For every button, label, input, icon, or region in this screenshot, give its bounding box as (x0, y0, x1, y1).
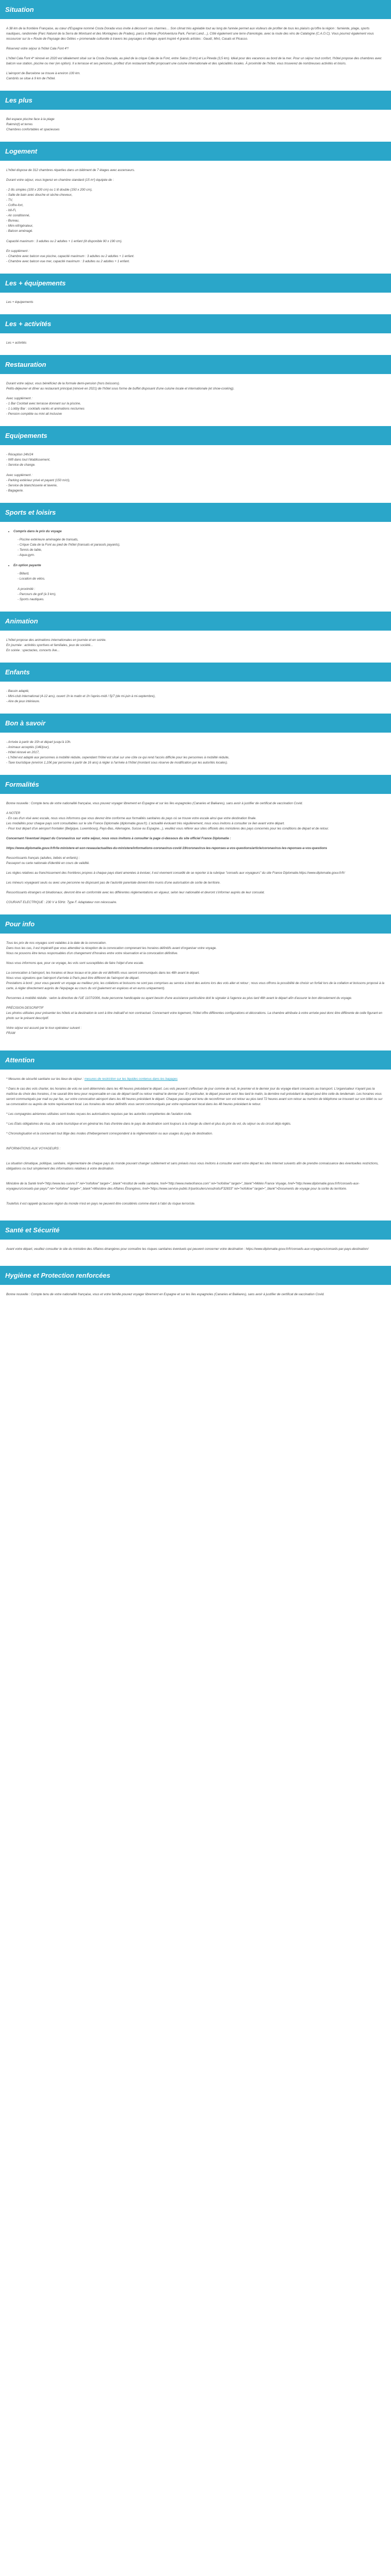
paragraph: Bonne nouvelle : Compte tenu de votre nationalité française, vous et votre famille pouvez voyager librement en Espagne et sur les îles espagnoles (Canaries et Baléares), sans avoir à justifier de certificat de vaccination Covid. (6, 1293, 325, 1296)
paragraph: Les photos utilisées pour présenter les hôtels et la destination le sont à titre indicatif et non contractuel. Concernant votre logement, l'hôtel offre différentes configurations et décorations. La chambre attribuée à votre arrivée peut donc être différente de celle figurant en photo sur le présent descriptif. (6, 1011, 382, 1020)
list-item: - Bassin adapté, (6, 689, 29, 693)
section-enfants (0, 682, 391, 714)
list-item: - Piscine extérieure aménagée de transats, (18, 538, 78, 541)
paragraph: * Les compagnies aériennes utilisées sont toutes reçues les autorisations requises par les autorités compétentes de l'aviation civile. (6, 1112, 192, 1116)
list-item: - Aqua-gym. (18, 553, 35, 557)
list-item: - Salle de bain avec douche et sèche-cheveux, (6, 193, 73, 197)
section-title-activites-plus: Les + activités (0, 314, 391, 333)
list-item: Bel espace piscine face à la plage (6, 117, 55, 121)
paragraph: Passeport ou carte nationale d'identité en cours de validité. (6, 861, 90, 865)
paragraph: Ressortissants étrangers et binationaux, devront être en conformité avec les différentes réglementations en vigueur, selon leur nationalité et devront s'informer auprès de leur consulat. (6, 891, 265, 894)
paragraph: Durant votre séjour, vous logerez en chambre standard (15 m²) équipée de : (6, 178, 114, 182)
section-title-animation: Animation (0, 612, 391, 631)
paragraph: Nous ne pouvons être tenus responsables d'un changement d'horaires entre votre réservation et la convocation définitive. (6, 952, 178, 955)
paragraph: A NOTER (6, 811, 21, 815)
paragraph: Les modalités pour chaque pays sont consultables sur le site France Diplomatie (diplomatie.gouv.fr). L'actualité évoluant très régulièrement, nous vous invitons à consulter ce lien avant votre départ. (6, 822, 285, 825)
list-item: - Réception 24h/24 (6, 453, 34, 456)
section-title-formalites: Formalités (0, 775, 391, 794)
list-item: - Service de change. (6, 463, 36, 467)
paragraph: Les mineurs voyageant seuls ou avec une personne ne disposant pas de l'autorité parentale doivent être munis d'une autorisation de sortie de territoire. (6, 881, 221, 885)
list-item: - Pension complète ou mini all inclusive (6, 412, 62, 416)
section-bon-a-savoir (0, 733, 391, 775)
paragraph: Capacité maximum : 3 adultes ou 2 adultes + 1 enfant (lit disponible 90 x 190 cm). (6, 240, 123, 243)
paragraph: INFORMATIONS AUX VOYAGEURS : (6, 1147, 61, 1150)
paragraph: PRÉCISION DESCRIPTIF (6, 1006, 44, 1010)
paragraph: Ressortissants français (adultes, bébés et enfants) : (6, 856, 80, 860)
list-item: - Location de vélos. (18, 577, 45, 581)
section-title-pour-info: Pour info (0, 914, 391, 934)
paragraph: - Pour tout départ d'un aéroport frontalier (Belgique, Luxembourg, Pays-Bas, Allemagne, Suisse ou Espagne...), veuillez vous référer aux sites officiels des ministères des pays concernés pour les conditions de départ et de retour. (6, 827, 329, 831)
paragraph: Votre séjour est assuré par le tour-opérateur suivant : (6, 1026, 82, 1030)
link[interactable]: https://www.diplomatie.gouv.fr/fr/le-ministere-et-son-reseau/actualites-du-ministere/informations-coronavirus-covid-19/coronavirus-les-reponses-a-vos-questions/article/coronavirus-les-reponses-a-vos-questions (6, 846, 328, 850)
list-item: - Wifi dans tout l'établissement, (6, 458, 51, 462)
list-item: - Mini-réfrigérateur, (6, 224, 34, 228)
paragraph: L'hôtel Cala Font 4* rénové en 2020 est idéalement situé sur la Costa Dourada, au pied de la crique Cala de la Font, entre Salou (3 km) et La Pineda (3,5 km). Idéal pour des vacances au bord de la mer. Pour un séjour tout confort, l'hôtel propose des chambres avec balcon vue station, piscine ou mer (en option). Il a terrasse et ses pensions, profitez d'un restaurant buffet proposant une cuisine internationale et des spécialités locales. À proximité de l'hôtel, vous trouverez de nombreuses activités et loisirs. (6, 57, 382, 65)
paragraph: Ministère de la Santé href="http://www.les-suivre.fr" rel="nofollow" target="_blank">Institut de veille sanitaire, href="http://www.meteofrance.com" rel="nofollow" target="_blank">Météo France Voyage, href="http://www.diplomatie.gouv.fr/fr/conseils-aux-voyageurs/conseils-par-pays/" rel="nofollow" target="_blank">Ministère des Affaires Étrangères, href="https://www.service-public.fr/particuliers/vosdroits/F32833" rel="nofollow" target="_blank">Documents de voyage pour la sortie du territoire. (6, 1182, 360, 1191)
section-title-enfants: Enfants (0, 663, 391, 682)
paragraph: Personnes à mobilité réduite : selon la directive de l'UE 1107/2006, toute personne handicapée ou ayant besoin d'une assistance particulière doit le signaler à l'agence au plus tard 48h avant le départ afin d'assurer le bon déroulement du voyage. (6, 996, 352, 1000)
paragraph: Les + équipements (6, 300, 34, 304)
liquids-restriction-link[interactable]: mesures de restriction sur les liquides contenus dans les bagages (84, 1077, 178, 1081)
section-title-hygiene: Hygiène et Protection renforcées (0, 1266, 391, 1285)
paragraph: La situation climatique, politique, sanitaire, réglementaire de chaque pays du monde pouvant changer subitement et sans préavis nous vous invitons à consulter avant votre départ les sites Internet suivants afin de prendre connaissance des éventuelles restrictions, obligations ou tout simplement des informations relatives à votre destination. (6, 1162, 379, 1171)
list-item: - Wi-Fi, (6, 209, 17, 212)
bullet-list (6, 529, 385, 534)
section-logement (0, 161, 391, 274)
section-title-bon-a-savoir: Bon à savoir (0, 714, 391, 733)
paragraph: Nous vous informons que, pour ce voyage, les vols sont susceptibles de faire l'objet d'une escale. (6, 961, 144, 965)
paragraph: Les règles relatives au franchissement des frontières propres à chaque pays étant amenées à évoluer, il est vivement conseillé de se reporter à la rubrique "conseils aux voyageurs" du site France Diplomatie.https://www.diplomatie.gouv.fr/fr/ (6, 871, 345, 875)
list-item: - Bureau, (6, 219, 20, 223)
section-plus (0, 110, 391, 142)
paragraph: L'aéroport de Barcelone se trouve à environ 100 km. (6, 72, 80, 75)
list-item: - Mini-club international (4-12 ans), ouvert 1h le matin et 1h l'après-midi / 5j/7 (de mi-juin à mi-septembre), (6, 694, 156, 698)
paragraph: L'hôtel propose des animations internationales en journée et en soirée. (6, 638, 107, 642)
section-attention (0, 1070, 391, 1221)
paragraph: * Les Etats obligatoires de visa, de carte touristique et en général les frais d'entrée dans le pays de destination sont toujours à la charge du client et plus du prix du vol, du séjour ou du circuit déjà réglés. (6, 1122, 291, 1126)
list-item: - Bagagerie. (6, 489, 24, 493)
paragraph: En journée : activités sportives et familiales, jeux de société... (6, 643, 93, 647)
list-item: - Crique Cala de la Font au pied de l'hôtel (transats et parasols payants), (18, 543, 120, 547)
list-item: - Billard, (18, 572, 29, 575)
paragraph: * Dans le cas des vols charter, les horaires de vols ne sont déterminés dans les 48 heures précédant le départ. Les vols peuvent s'effectuer de jour comme de nuit, le premier et le dernier jour du voyage étant consacrés au transport. L'organisateur n'ayant pas la maîtrise du choix des horaires, il ne saurait être tenu pour responsable en cas de départ tardif ou retour matinal le dernier jour. En particulier, le départ pouvant avoir lieu tard le matin, la dernière nuit précédant le départ peut être celle du lendemain. Les horaires vous seront communiqués par mail ou par fax, sur votre convocation aéroport dans les 48 heures précédant le départ. Chaque passager est tenu de reconfirmer son vol retour au plus tard 72 heures avant son retour au numéro de téléphone se trouvant sur son billet ou sur sa convocation ou auprès de notre représentant local. Les horaires de retour définitifs vous seront communiqués par votre représentant local dans les 48 heures précédant le retour. (6, 1087, 383, 1106)
list-item: - Parcours de golf (à 3 km), (18, 592, 56, 596)
paragraph: - En cas d'un visé avec escale, nous vous informons que vous devrez être conforme aux formalités sanitaires du pays où se trouve votre escale ainsi que votre destination finale. (6, 817, 257, 820)
paragraph: * Chronologisation et la concernant tout litige des modes d'hébergement correspondent à la réglementation ou aux usages du pays de destination. (6, 1132, 213, 1136)
list-item: - 2 lits simples (100 x 200 cm) ou 1 lit double (150 x 200 cm), (6, 188, 93, 192)
bullet-list (6, 563, 385, 568)
list-heading: • Compris dans le prix du voyage (13, 529, 385, 534)
list-item: - Arrivée à partir de 15h et départ jusqu'à 10h. (6, 740, 71, 744)
section-title-situation: Situation (0, 0, 391, 19)
paragraph: Réservez votre séjour à l'hôtel Cala Font 4*! (6, 47, 69, 50)
section-title-attention: Attention (0, 1050, 391, 1070)
section-title-equipements: Equipements (0, 426, 391, 445)
section-equipements-plus (0, 293, 391, 314)
paragraph-text: * Mesures de sécurité sanitaire sur les lieux de séjour : (6, 1077, 84, 1081)
paragraph: Les + activités (6, 341, 27, 345)
section-title-sante: Santé et Sécurité (0, 1221, 391, 1240)
list-item: - Animaux acceptés (14€/jour), (6, 745, 50, 749)
paragraph: L'hôtel dispose de 312 chambres réparties dans un bâtiment de 7 étages avec ascenseurs. (6, 168, 135, 172)
list-item: - Air conditionné, (6, 214, 30, 217)
section-situation (0, 19, 391, 91)
paragraph: Prestations à bord : pour vous garantir un voyage au meilleur prix, les collations et boissons ne sont pas comprises au service à bord des avions lors des vols aller et retour ; nous vous offrons la possibilité de choisir un forfait lors de la collation et boissons proposé à la carte, à régler directement auprès de l'équipage au cours du vol (paiement en espèces et en euros uniquement). (6, 981, 384, 990)
list-item: - Parking extérieur privé et payant (150 m/cl), (6, 479, 70, 482)
list-item: - Chambre avec balcon vue piscine, capacité maximum : 3 adultes ou 2 adultes + 1 enfant. (6, 255, 135, 258)
list-item: - Sports nautiques. (18, 598, 44, 601)
section-pour-info (0, 934, 391, 1050)
paragraph: Petits-déjeuner et dîner au restaurant principal (rénové en 2021) de l'hôtel sous forme de buffet disposant d'une cuisine locale et internationale (et show-cooking). (6, 387, 235, 391)
list-item: - 1 Bar Cocktail avec terrasse donnant sur la piscine, (6, 402, 81, 405)
paragraph: Avant votre départ, veuillez consulter le site du ministère des Affaires étrangères pour connaître les risques sanitaires éventuels qui peuvent concerner votre destination : https://www.diplomatie.gouv.fr/fr/conseils-aux-voyageurs/conseils-par-pays-destination/ (6, 1247, 369, 1251)
list-heading: A proximité : (18, 587, 36, 591)
section-sante (0, 1240, 391, 1266)
list-item: - Chambre avec balcon vue mer, capacité maximum : 3 adultes ou 2 adultes + 1 enfant. (6, 260, 130, 263)
paragraph: Avec supplément : (6, 397, 32, 400)
paragraph: Concernant l'éventuel impact du Coronavirus sur votre séjour, nous vous invitons à consulter la page ci-dessous du site officiel France Diplomatie : (6, 837, 231, 840)
paragraph: Avec supplément : (6, 473, 32, 477)
list-item: Rakmin(t) et terres (6, 123, 33, 126)
list-item: - Balcon aménagé. (6, 229, 33, 233)
section-hygiene (0, 1285, 391, 1311)
list-heading: • En option payante (13, 563, 385, 568)
list-item: - L'hôtel est adapté aux personnes à mobilité réduite, cependant l'hôtel est situé sur une côte ce qui rend l'accès difficile pour les personnes à mobilité réduite, (6, 756, 230, 759)
section-title-sports: Sports et loisirs (0, 503, 391, 522)
list-item: - Taxe touristique (environ 1,10€ par personne à partir de 16 ans) à régler à l'arrivée à l'hôtel (montant sous réserve de modification par les autorités locales). (6, 761, 228, 765)
section-activites-plus (0, 333, 391, 355)
list-item: - Aire de jeux intérieure. (6, 700, 40, 703)
paragraph: Tous les prix de nos voyages sont valables à la date de la convocation. (6, 941, 107, 945)
list-item: - TV, (6, 198, 13, 202)
paragraph: La convocation à l'aéroport, les horaires et lieux locaux et le plan de vol définitifs vous seront communiqués dans les 48h avant le départ. (6, 971, 200, 975)
paragraph: FRAM (6, 1031, 15, 1035)
paragraph: Durant votre séjour, vous bénéficiez de la formule demi-pension (hors boissons). (6, 382, 120, 385)
section-equipements (0, 445, 391, 503)
section-formalites (0, 794, 391, 914)
section-title-plus: Les plus (0, 91, 391, 110)
section-title-restauration: Restauration (0, 355, 391, 374)
paragraph: Cambrils se situe à 9 km de l'hôtel. (6, 77, 56, 80)
paragraph: En soirée : spectacles, concerts live... (6, 649, 60, 652)
paragraph: Toutefois il est rappelé qu'aucune région du monde n'est en pays ne peuvent être considérés comme étant à l'abri du risque terroriste. (6, 1202, 196, 1206)
section-animation (0, 631, 391, 663)
list-item: - Service de blanchisserie et laverie, (6, 484, 58, 487)
section-sports (0, 522, 391, 612)
list-item: Chambres confortables et spacieuses (6, 128, 60, 131)
list-item: - 1 Lobby Bar : cocktails variés et animations nocturnes (6, 407, 85, 411)
paragraph (6, 1077, 385, 1082)
list-item: - Coffre-fort, (6, 204, 24, 207)
section-restauration (0, 374, 391, 426)
paragraph: En supplément : (6, 249, 29, 253)
paragraph: Nous vous signalons que l'aéroport d'arrivée à Paris peut être différent de l'aéroport de départ. (6, 976, 140, 980)
list-item: - Hôtel rénové en 2017, (6, 751, 40, 754)
paragraph: A 38 km de la frontière Française, au cœur d'Espagne nommé Costa Dorada vous invite à découvrir ses charmes… Son climat très agréable tout au long de l'année permet aux visiteurs de profiter de tous les plaisirs qu'offre la région : farniente, plage, sports nautiques, randonnée (Parc Naturel de la Serra de Montsant et des Montagnes de Prades), parcs à thème (PortAventura Park, Ferrari Land…), Côté également une terre d'œnologie, avec la route des vins de Catalogne (C.A.O.C). Vous pourrez également vous ressourcer sur la « Route de Paysage des Géties » promenade culturelle à travers les paysages et villages ayant inspiré 4 grands artistes : Gaudí, Miró, Casals et Picasso. (6, 27, 374, 41)
paragraph: COURANT ELECTRIQUE : 230 V à 50Hz. Type F. Adaptateur non nécessaire. (6, 901, 117, 904)
paragraph: Dans tous les cas, il est impératif que vous attendiez la réception de la convocation comprenant les horaires définitifs avant d'organiser votre voyage. (6, 946, 217, 950)
section-title-equipements-plus: Les + équipements (0, 274, 391, 293)
paragraph: Bonne nouvelle : Compte tenu de votre nationalité française, vous pouvez voyager librement en Espagne et sur les îles espagnoles (Canaries et Baléares), sans avoir à justifier de certificat de vaccination Covid. (6, 802, 303, 805)
list-item: - Tennis de table, (18, 548, 42, 552)
section-title-logement: Logement (0, 142, 391, 161)
